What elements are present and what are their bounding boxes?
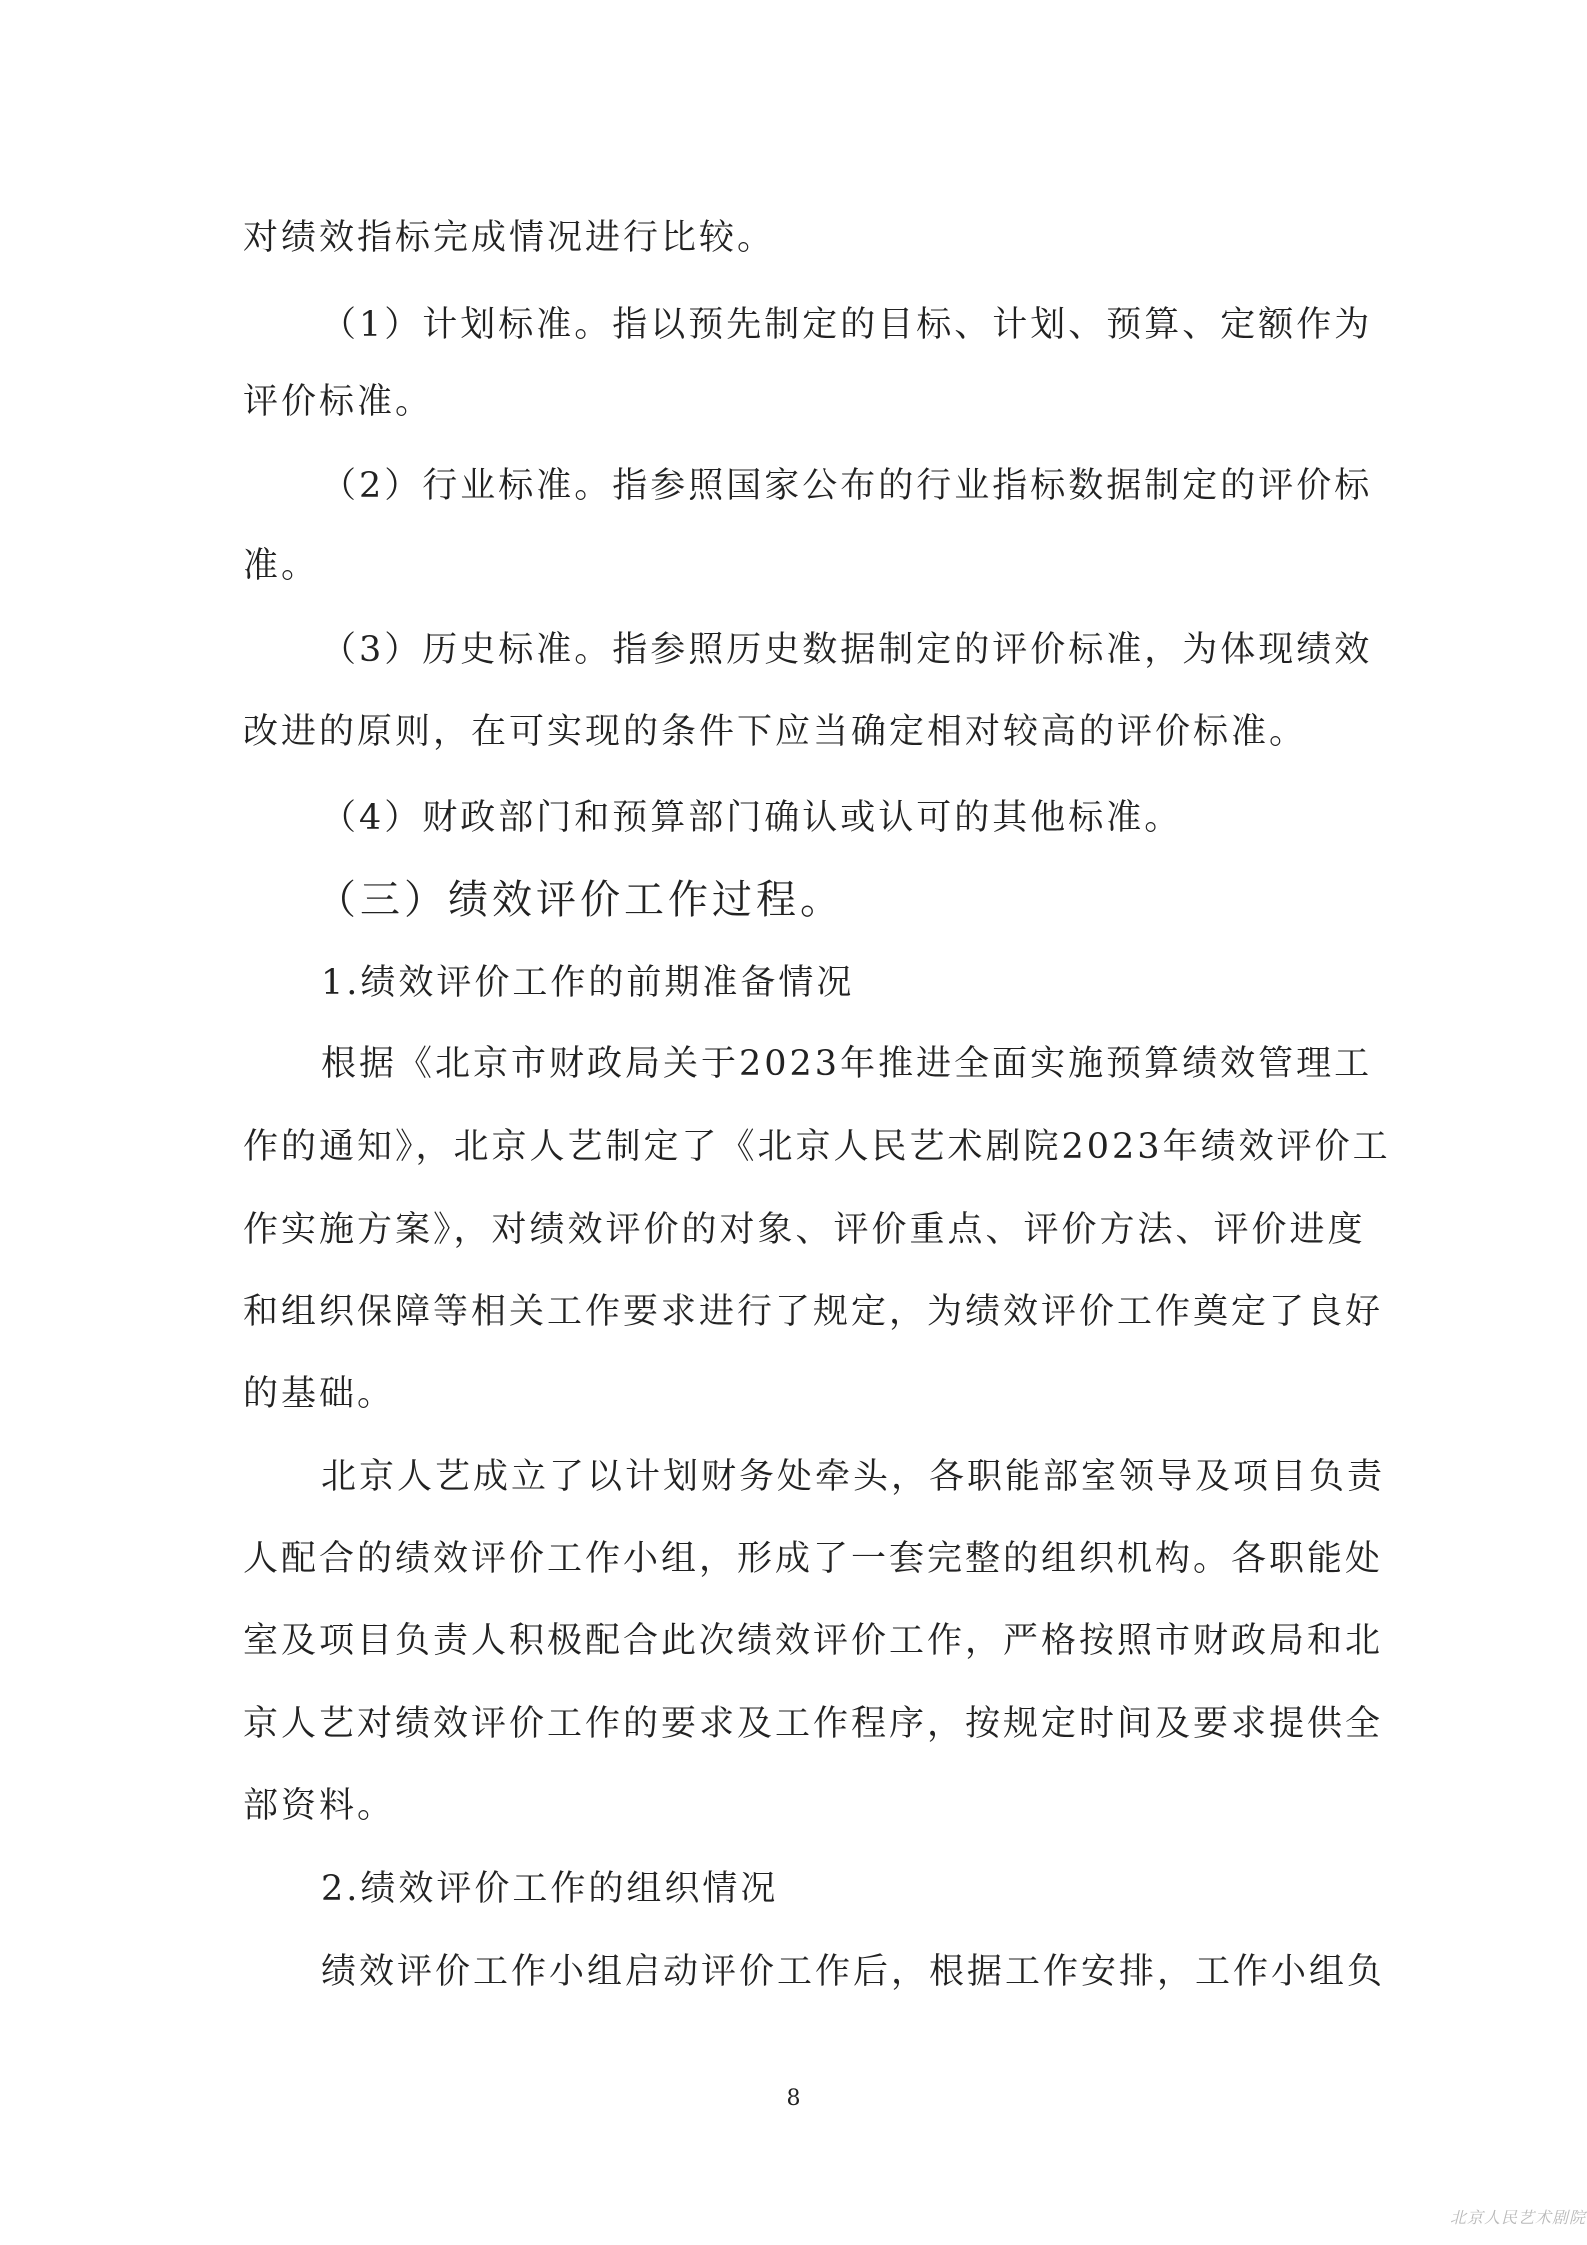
text-line: 的基础。	[243, 1374, 396, 1414]
subsection-heading: 1.绩效评价工作的前期准备情况	[321, 963, 855, 1003]
text-line: 室及项目负责人积极配合此次绩效评价工作，严格按照市财政局和北	[243, 1621, 1384, 1661]
text-line: 对绩效指标完成情况进行比较。	[243, 218, 776, 258]
text-line: 作实施方案》，对绩效评价的对象、评价重点、评价方法、评价进度	[243, 1210, 1366, 1250]
watermark: 北京人民艺术剧院	[1450, 2208, 1587, 2227]
text-line: 部资料。	[243, 1786, 396, 1826]
text-line: 改进的原则，在可实现的条件下应当确定相对较高的评价标准。	[243, 712, 1308, 752]
text-line: 北京人艺成立了以计划财务处牵头，各职能部室领导及项目负责	[321, 1457, 1386, 1497]
text-line: （1）计划标准。指以预先制定的目标、计划、预算、定额作为	[321, 305, 1373, 345]
text-line: （4）财政部门和预算部门确认或认可的其他标准。	[321, 798, 1183, 838]
text-line: 评价标准。	[243, 382, 434, 422]
text-line: 作的通知》，北京人艺制定了《北京人民艺术剧院2023年绩效评价工	[243, 1127, 1391, 1167]
section-heading: （三）绩效评价工作过程。	[316, 877, 844, 923]
subsection-heading: 2.绩效评价工作的组织情况	[321, 1869, 779, 1909]
page-number: 8	[786, 2086, 801, 2111]
text-line: 人配合的绩效评价工作小组，形成了一套完整的组织机构。各职能处	[243, 1539, 1384, 1579]
text-line: 根据《北京市财政局关于2023年推进全面实施预算绩效管理工	[321, 1044, 1373, 1084]
text-line: 准。	[243, 546, 320, 586]
text-line: 和组织保障等相关工作要求进行了规定，为绩效评价工作奠定了良好	[243, 1292, 1384, 1332]
text-line: （2）行业标准。指参照国家公布的行业指标数据制定的评价标	[321, 466, 1373, 506]
text-line: （3）历史标准。指参照历史数据制定的评价标准，为体现绩效	[321, 630, 1373, 670]
text-line: 绩效评价工作小组启动评价工作后，根据工作安排，工作小组负	[321, 1952, 1386, 1992]
text-line: 京人艺对绩效评价工作的要求及工作程序，按规定时间及要求提供全	[243, 1704, 1384, 1744]
